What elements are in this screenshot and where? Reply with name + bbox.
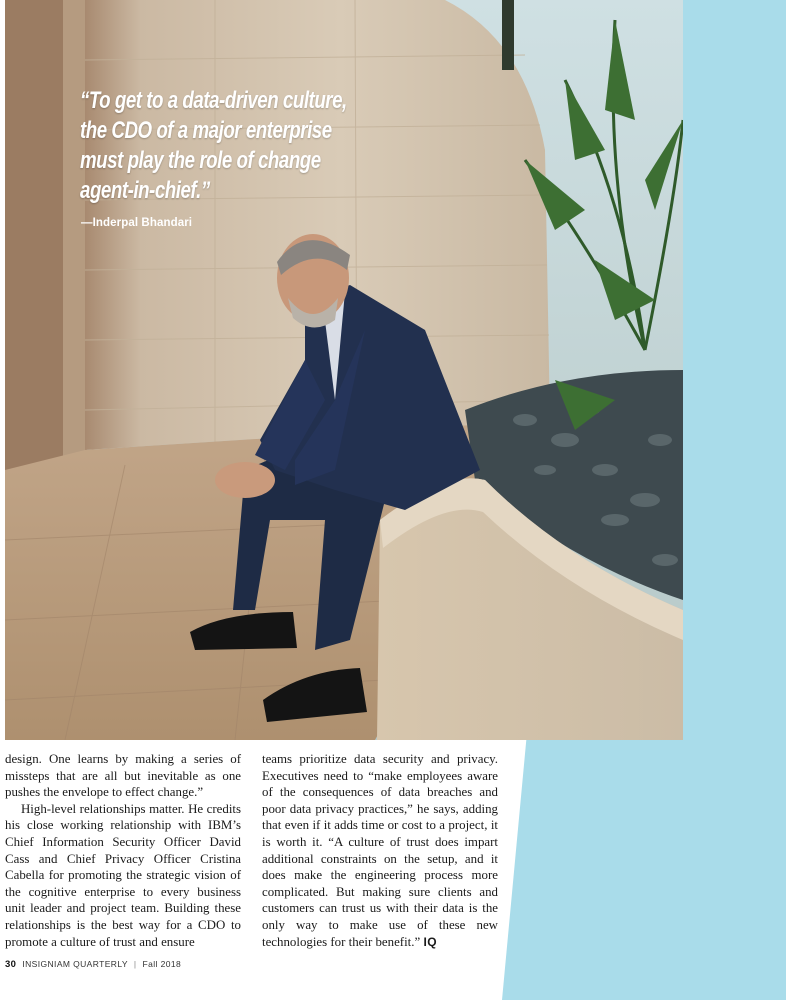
text-column-left — [5, 751, 241, 950]
pull-quote-line-1: “To get to a data-driven culture, — [80, 87, 347, 114]
pull-quote-line-3: must play the role of change — [80, 147, 321, 174]
publication-name: INSIGNIAM QUARTERLY — [22, 959, 128, 969]
issue-date: Fall 2018 — [142, 959, 182, 969]
text-column-right — [262, 751, 498, 950]
paragraph: design. One learns by making a series of missteps that are all but inevitable as one pushes the envelope to effect change.” — [5, 752, 241, 800]
pull-quote-line-2: the CDO of a major enterprise — [80, 117, 332, 144]
end-mark: IQ — [423, 934, 438, 949]
footer-separator: | — [133, 959, 137, 969]
quote-attribution: —Inderpal Bhandari — [81, 217, 193, 229]
paragraph-text: teams prioritize data security and privacy. Executives need to “make employees aware of the consequences of data breaches and poor data privacy practices,” he says, adding that even if it adds time or cost to a project, it is worth it. “A culture of trust does impart additional constraints on the setup, and it does make the engineering process more complicated. But making sure clients and customers can trust us with their data is the only way to make use of these new technologies for their benefit.” — [262, 752, 498, 949]
pull-quote — [80, 86, 347, 206]
paragraph: High-level relationships matter. He credits his close working relationship with IBM’s Chief Information Security Officer David Cass and Chief Privacy Officer Cristina Cabella for promoting the strategic vision of the cognitive enterprise to every business unit leader and project team. Building these relationships is the best way for a CDO to promote a culture of trust and ensure — [5, 801, 241, 949]
page-number: 30 — [5, 959, 17, 970]
pull-quote-line-4: agent-in-chief.” — [80, 177, 210, 204]
paragraph — [262, 751, 498, 950]
page-footer — [5, 959, 181, 970]
